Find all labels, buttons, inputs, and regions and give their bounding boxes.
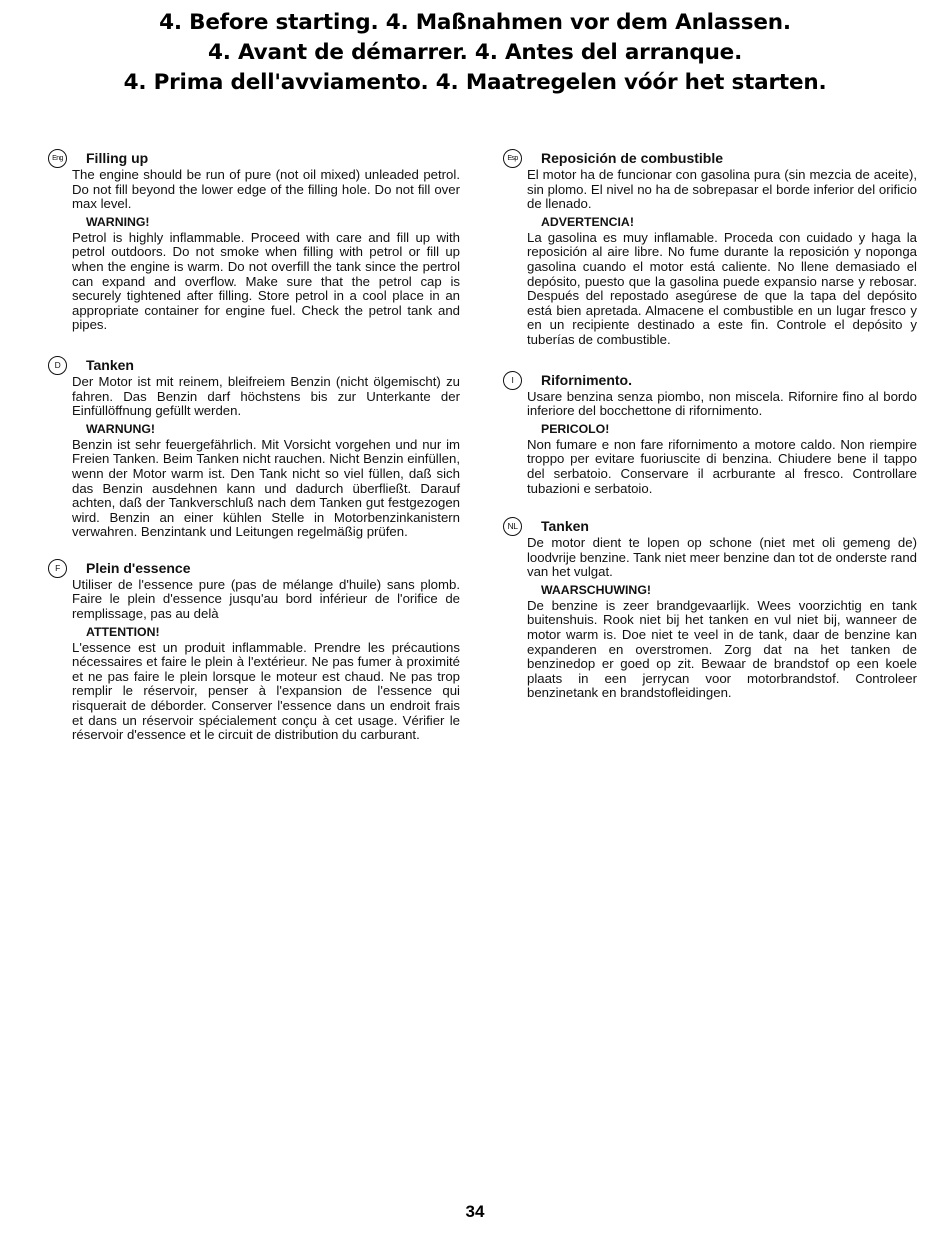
warning-title: WARNING! bbox=[86, 214, 150, 229]
section-heading: Tanken bbox=[541, 518, 589, 535]
section-dutch bbox=[503, 516, 917, 701]
section-text: Der Motor ist mit reinem, bleifreiem Benzin (nicht ölgemischt) zu fahren. Das Benzin darf höchstens bis zur Unterkante der Einfüllöffnung gefüllt werden. bbox=[72, 373, 460, 419]
section-french bbox=[48, 558, 460, 743]
section-german bbox=[48, 355, 460, 540]
page-number: 34 bbox=[465, 1202, 485, 1221]
left-column bbox=[48, 148, 460, 757]
section-italian bbox=[503, 370, 917, 497]
section-text: El motor ha de funcionar con gasolina pura (sin mezcia de aceite), sin plomo. El nivel no ha de sobrepasar el borde inferior del orificio de llenado. bbox=[527, 167, 917, 212]
warning-title: WARNUNG! bbox=[86, 421, 155, 436]
warning-title: ATTENTION! bbox=[86, 624, 160, 639]
language-badge-icon: D bbox=[48, 356, 67, 375]
title-line-2: 4. Avant de démarrer. 4. Antes del arranque. bbox=[207, 40, 743, 65]
language-badge-icon: Esp bbox=[503, 149, 522, 168]
section-text: Usare benzina senza piombo, non miscela. Rifornire fino al bordo inferiore del bocchettone di rifornimento. bbox=[527, 388, 917, 419]
section-heading: Tanken bbox=[86, 356, 134, 373]
warning-text: L'essence est un produit inflammable. Prendre les précautions nécessaires et faire le plein à l'extérieur. Ne pas fumer à proximité et ne pas faire le plein lorsque le moteur est chaud. Ne pas trop remplir le réservoir, penser à l'expansion de l'essence qui risquerait de déborder. Conserver l'essence dans un endroit frais et dans un réservoir spécialement conçu à cet usage. Vérifier le réservoir d'essence et le circuit de distribution du carburant. bbox=[72, 639, 460, 743]
warning-text: La gasolina es muy inflamable. Proceda con cuidado y haga la reposición al aire libre. No fume durante la reposición y noponga gasolina cuando el motor está caliente. No llene demasiado el depósito, puesto que la gasolina puede expansio narse y rebosar. Después del repostado asegúrese de que la tapa del depósito está bien apretada. Almacene el combustible en un lugar fresco y en un recipiente destinado a este fin. Controle el depósito y tuberías de combustible. bbox=[527, 229, 917, 347]
section-heading: Plein d'essence bbox=[86, 559, 191, 576]
language-badge-icon: Eng bbox=[48, 149, 67, 168]
language-badge-icon: NL bbox=[503, 517, 522, 536]
warning-text: Non fumare e non fare rifornimento a motore caldo. Non riempire troppo per evitare fuoriuscite di benzina. Chiudere bene il tappo del serbatoio. Conservare il acrburante al fresco. Controllare tubazioni e serbatoio. bbox=[527, 436, 917, 496]
language-badge-icon: F bbox=[48, 559, 67, 578]
section-text: The engine should be run of pure (not oil mixed) unleaded petrol. Do not fill beyond the lower edge of the filling hole. Do not fill over max level. bbox=[72, 167, 460, 212]
section-heading: Rifornimento. bbox=[541, 371, 632, 388]
warning-title: ADVERTENCIA! bbox=[541, 214, 634, 229]
section-spanish bbox=[503, 148, 917, 348]
section-heading: Filling up bbox=[86, 150, 149, 166]
title-line-1: 4. Before starting. 4. Maßnahmen vor dem Anlassen. bbox=[159, 10, 791, 35]
warning-text: De benzine is zeer brandgevaarlijk. Wees voorzichtig en tank buitenshuis. Rook niet bij het tanken en vul niet bij, wanneer de motor warm is. Doe niet te veel in de tank, daar de benzine kan expanderen en overstromen. Zorg dat na het tanken de benzinedop er goed op zit. Bewaar de brandstof op een koele plaats in een jerrycan voor motorbrandstof. Controleer benzinetank en brandstofleidingen. bbox=[527, 597, 917, 701]
page-title-block bbox=[0, 8, 950, 98]
warning-title: WAARSCHUWING! bbox=[541, 582, 651, 597]
section-text: Utiliser de l'essence pure (pas de mélange d'huile) sans plomb. Faire le plein d'essence jusqu'au bord inférieur de l'orifice de remplissage, pas au delà bbox=[72, 576, 460, 622]
section-heading: Reposición de combustible bbox=[541, 150, 724, 166]
section-english bbox=[48, 148, 460, 333]
right-column bbox=[503, 148, 917, 715]
warning-text: Petrol is highly inflammable. Proceed with care and fill up with petrol outdoors. Do not smoke when filling with petrol or fill up when the engine is warm. Do not overfill the tank since the pertrol can expand and overflow. Make sure that the petrol cap is securely tightened after filling. Store petrol in a cool place in an appropriate container for engine fuel. Check the petrol tank and pipes. bbox=[72, 229, 460, 333]
warning-text: Benzin ist sehr feuergefährlich. Mit Vorsicht vorgehen und nur im Freien Tanken. Beim Tanken nicht rauchen. Nicht Benzin einfüllen, wenn der Motor warm ist. Den Tank nicht so viel füllen, daß sich das Benzin ausdehnen kann und dadurch überfließt. Darauf achten, daß der Tankverschluß nach dem Tanken gut festgezogen wird. Benzin an einer kühlen Stelle in Motorbenzinkanistern verwahren. Benzintank und Leitungen regelmäßig prüfen. bbox=[72, 436, 460, 540]
warning-title: PERICOLO! bbox=[541, 421, 610, 436]
section-text: De motor dient te lopen op schone (niet met oli gemeng de) loodvrije benzine. Tank niet meer benzine dan tot de onderste rand van het vulgat. bbox=[527, 535, 917, 580]
language-badge-icon: I bbox=[503, 371, 522, 390]
title-line-3: 4. Prima dell'avviamento. 4. Maatregelen vóór het starten. bbox=[123, 70, 827, 95]
